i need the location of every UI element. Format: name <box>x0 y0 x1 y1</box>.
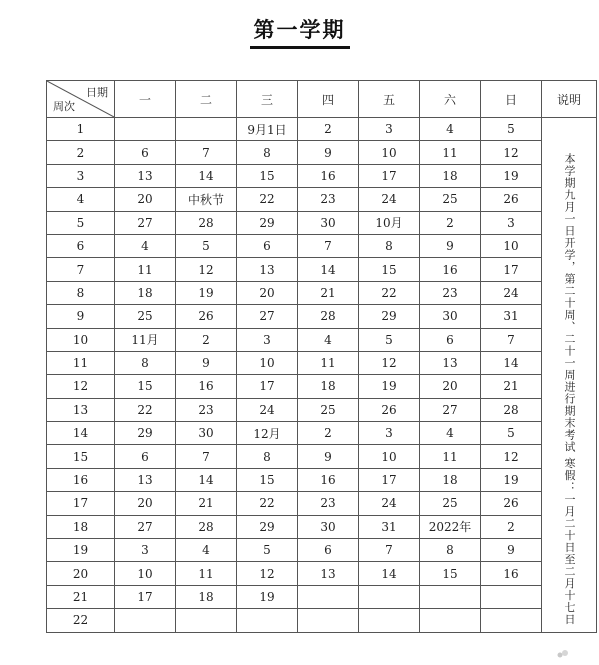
date-cell: 10 <box>359 445 420 468</box>
date-cell: 15 <box>115 375 176 398</box>
date-cell: 23 <box>176 398 237 421</box>
date-cell: 6 <box>298 539 359 562</box>
week-number-cell: 4 <box>47 188 115 211</box>
date-cell: 16 <box>481 562 542 585</box>
week-number-cell: 5 <box>47 211 115 234</box>
week-row <box>47 375 597 398</box>
date-cell: 24 <box>481 281 542 304</box>
date-cell: 19 <box>176 281 237 304</box>
date-cell: 9 <box>176 351 237 374</box>
week-number-cell: 3 <box>47 164 115 187</box>
date-cell: 29 <box>359 305 420 328</box>
date-cell: 28 <box>298 305 359 328</box>
date-cell: 8 <box>237 445 298 468</box>
header-day-sun: 日 <box>481 81 542 118</box>
week-number-cell: 1 <box>47 118 115 141</box>
date-cell: 11 <box>115 258 176 281</box>
notes-text: 本学期九月一日开学，第二十周、二十一周进行期末考试 寒假：一月二十日至二月十七日 <box>563 153 576 626</box>
date-cell: 8 <box>359 234 420 257</box>
date-cell: 13 <box>237 258 298 281</box>
date-cell: 25 <box>115 305 176 328</box>
week-row <box>47 515 597 538</box>
week-row <box>47 188 597 211</box>
date-cell: 5 <box>481 118 542 141</box>
date-cell: 14 <box>176 468 237 491</box>
date-cell: 15 <box>359 258 420 281</box>
week-number-cell: 19 <box>47 539 115 562</box>
week-row <box>47 609 597 632</box>
date-cell: 7 <box>359 539 420 562</box>
week-row <box>47 211 597 234</box>
date-cell: 18 <box>176 585 237 608</box>
header-day-wed: 三 <box>237 81 298 118</box>
date-cell: 25 <box>420 188 481 211</box>
date-cell: 15 <box>237 164 298 187</box>
week-row <box>47 562 597 585</box>
date-cell: 23 <box>298 492 359 515</box>
semester-calendar-table <box>46 80 597 633</box>
week-row <box>47 234 597 257</box>
date-cell: 中秋节 <box>176 188 237 211</box>
date-cell: 3 <box>237 328 298 351</box>
date-cell: 16 <box>420 258 481 281</box>
date-cell: 9 <box>481 539 542 562</box>
week-row <box>47 351 597 374</box>
date-cell: 17 <box>115 585 176 608</box>
date-cell: 4 <box>115 234 176 257</box>
date-cell: 31 <box>481 305 542 328</box>
date-cell: 29 <box>237 211 298 234</box>
date-cell: 6 <box>115 141 176 164</box>
date-cell: 27 <box>237 305 298 328</box>
week-number-cell: 12 <box>47 375 115 398</box>
date-cell: 12 <box>176 258 237 281</box>
date-cell: 30 <box>298 515 359 538</box>
date-cell: 8 <box>420 539 481 562</box>
date-cell: 9月1日 <box>237 118 298 141</box>
date-cell: 24 <box>359 492 420 515</box>
date-cell: 22 <box>237 492 298 515</box>
date-cell: 22 <box>115 398 176 421</box>
date-cell: 12 <box>481 141 542 164</box>
header-day-thu: 四 <box>298 81 359 118</box>
date-cell: 30 <box>176 422 237 445</box>
date-cell <box>176 118 237 141</box>
week-row <box>47 118 597 141</box>
date-cell: 17 <box>359 164 420 187</box>
week-row <box>47 328 597 351</box>
notes-cell <box>542 118 597 633</box>
week-row <box>47 468 597 491</box>
date-cell: 3 <box>359 118 420 141</box>
date-cell: 4 <box>176 539 237 562</box>
date-cell <box>359 609 420 632</box>
week-row <box>47 398 597 421</box>
date-cell: 21 <box>481 375 542 398</box>
date-cell: 6 <box>420 328 481 351</box>
date-cell <box>298 609 359 632</box>
date-cell: 13 <box>115 164 176 187</box>
date-cell: 19 <box>237 585 298 608</box>
date-cell: 26 <box>481 188 542 211</box>
date-cell: 12 <box>237 562 298 585</box>
header-day-fri: 五 <box>359 81 420 118</box>
date-cell: 6 <box>237 234 298 257</box>
week-number-cell: 13 <box>47 398 115 421</box>
date-cell: 18 <box>298 375 359 398</box>
corner-week-label: 周次 <box>53 100 75 113</box>
date-cell: 2 <box>481 515 542 538</box>
date-cell: 8 <box>237 141 298 164</box>
corner-date-label: 日期 <box>86 86 108 99</box>
date-cell: 9 <box>298 445 359 468</box>
date-cell: 14 <box>359 562 420 585</box>
watermark-logo-icon <box>557 649 569 659</box>
date-cell: 4 <box>298 328 359 351</box>
date-cell: 20 <box>115 492 176 515</box>
date-cell: 13 <box>115 468 176 491</box>
date-cell: 10 <box>481 234 542 257</box>
week-number-cell: 6 <box>47 234 115 257</box>
date-cell: 26 <box>359 398 420 421</box>
date-cell: 27 <box>420 398 481 421</box>
date-cell: 16 <box>298 468 359 491</box>
week-number-cell: 14 <box>47 422 115 445</box>
date-cell: 2 <box>420 211 481 234</box>
date-cell: 13 <box>420 351 481 374</box>
date-cell: 10 <box>115 562 176 585</box>
date-cell: 17 <box>481 258 542 281</box>
date-cell: 28 <box>176 515 237 538</box>
page-title-wrap <box>0 14 599 49</box>
week-row <box>47 258 597 281</box>
date-cell: 2 <box>176 328 237 351</box>
date-cell: 11 <box>420 445 481 468</box>
date-cell: 25 <box>420 492 481 515</box>
date-cell: 16 <box>298 164 359 187</box>
date-cell: 14 <box>176 164 237 187</box>
date-cell: 19 <box>481 164 542 187</box>
date-cell: 9 <box>420 234 481 257</box>
date-cell <box>176 609 237 632</box>
date-cell: 10 <box>237 351 298 374</box>
date-cell: 21 <box>298 281 359 304</box>
date-cell <box>115 118 176 141</box>
date-cell: 9 <box>298 141 359 164</box>
week-row <box>47 141 597 164</box>
date-cell: 11月 <box>115 328 176 351</box>
date-cell: 5 <box>481 422 542 445</box>
date-cell: 20 <box>115 188 176 211</box>
date-cell: 18 <box>420 468 481 491</box>
week-number-cell: 21 <box>47 585 115 608</box>
date-cell: 15 <box>420 562 481 585</box>
date-cell: 17 <box>359 468 420 491</box>
week-number-cell: 7 <box>47 258 115 281</box>
week-row <box>47 422 597 445</box>
date-cell: 7 <box>481 328 542 351</box>
date-cell: 8 <box>115 351 176 374</box>
date-cell: 23 <box>298 188 359 211</box>
date-cell: 6 <box>115 445 176 468</box>
date-cell: 5 <box>237 539 298 562</box>
date-cell: 29 <box>115 422 176 445</box>
date-cell: 20 <box>237 281 298 304</box>
week-row <box>47 305 597 328</box>
date-cell <box>115 609 176 632</box>
date-cell: 17 <box>237 375 298 398</box>
date-cell: 5 <box>359 328 420 351</box>
date-cell: 25 <box>298 398 359 421</box>
week-number-cell: 17 <box>47 492 115 515</box>
date-cell: 19 <box>359 375 420 398</box>
header-day-sat: 六 <box>420 81 481 118</box>
date-cell: 12月 <box>237 422 298 445</box>
week-row <box>47 492 597 515</box>
date-cell <box>420 609 481 632</box>
date-cell: 26 <box>481 492 542 515</box>
header-day-tue: 二 <box>176 81 237 118</box>
date-cell: 16 <box>176 375 237 398</box>
week-number-cell: 2 <box>47 141 115 164</box>
date-cell: 18 <box>115 281 176 304</box>
date-cell <box>420 585 481 608</box>
week-number-cell: 11 <box>47 351 115 374</box>
header-notes: 说明 <box>542 81 597 118</box>
date-cell: 22 <box>359 281 420 304</box>
week-row <box>47 539 597 562</box>
date-cell: 23 <box>420 281 481 304</box>
date-cell: 11 <box>176 562 237 585</box>
date-cell: 4 <box>420 422 481 445</box>
date-cell: 12 <box>481 445 542 468</box>
date-cell: 3 <box>115 539 176 562</box>
date-cell: 28 <box>176 211 237 234</box>
calendar-body <box>47 118 597 633</box>
date-cell: 12 <box>359 351 420 374</box>
date-cell: 28 <box>481 398 542 421</box>
date-cell: 18 <box>420 164 481 187</box>
date-cell: 11 <box>298 351 359 374</box>
date-cell: 13 <box>298 562 359 585</box>
corner-header-cell <box>47 81 115 118</box>
date-cell: 5 <box>176 234 237 257</box>
date-cell <box>481 609 542 632</box>
date-cell: 3 <box>359 422 420 445</box>
week-row <box>47 445 597 468</box>
date-cell: 26 <box>176 305 237 328</box>
week-number-cell: 22 <box>47 609 115 632</box>
date-cell: 10 <box>359 141 420 164</box>
date-cell <box>359 585 420 608</box>
week-number-cell: 18 <box>47 515 115 538</box>
date-cell: 2022年 <box>420 515 481 538</box>
date-cell: 21 <box>176 492 237 515</box>
date-cell: 14 <box>481 351 542 374</box>
date-cell <box>481 585 542 608</box>
date-cell: 2 <box>298 118 359 141</box>
date-cell: 7 <box>176 141 237 164</box>
date-cell: 15 <box>237 468 298 491</box>
date-cell: 7 <box>176 445 237 468</box>
week-number-cell: 15 <box>47 445 115 468</box>
date-cell: 2 <box>298 422 359 445</box>
week-number-cell: 20 <box>47 562 115 585</box>
date-cell: 11 <box>420 141 481 164</box>
date-cell: 7 <box>298 234 359 257</box>
week-row <box>47 281 597 304</box>
date-cell: 19 <box>481 468 542 491</box>
date-cell: 14 <box>298 258 359 281</box>
week-number-cell: 8 <box>47 281 115 304</box>
date-cell: 24 <box>237 398 298 421</box>
week-number-cell: 10 <box>47 328 115 351</box>
date-cell <box>298 585 359 608</box>
date-cell: 30 <box>420 305 481 328</box>
week-row <box>47 164 597 187</box>
header-row <box>47 81 597 118</box>
date-cell: 20 <box>420 375 481 398</box>
date-cell: 31 <box>359 515 420 538</box>
header-day-mon: 一 <box>115 81 176 118</box>
date-cell: 10月 <box>359 211 420 234</box>
date-cell: 30 <box>298 211 359 234</box>
date-cell: 3 <box>481 211 542 234</box>
week-number-cell: 9 <box>47 305 115 328</box>
date-cell: 24 <box>359 188 420 211</box>
date-cell: 29 <box>237 515 298 538</box>
page-title: 第一学期 <box>250 14 350 49</box>
week-row <box>47 585 597 608</box>
week-number-cell: 16 <box>47 468 115 491</box>
date-cell: 4 <box>420 118 481 141</box>
date-cell <box>237 609 298 632</box>
date-cell: 27 <box>115 515 176 538</box>
date-cell: 27 <box>115 211 176 234</box>
date-cell: 22 <box>237 188 298 211</box>
